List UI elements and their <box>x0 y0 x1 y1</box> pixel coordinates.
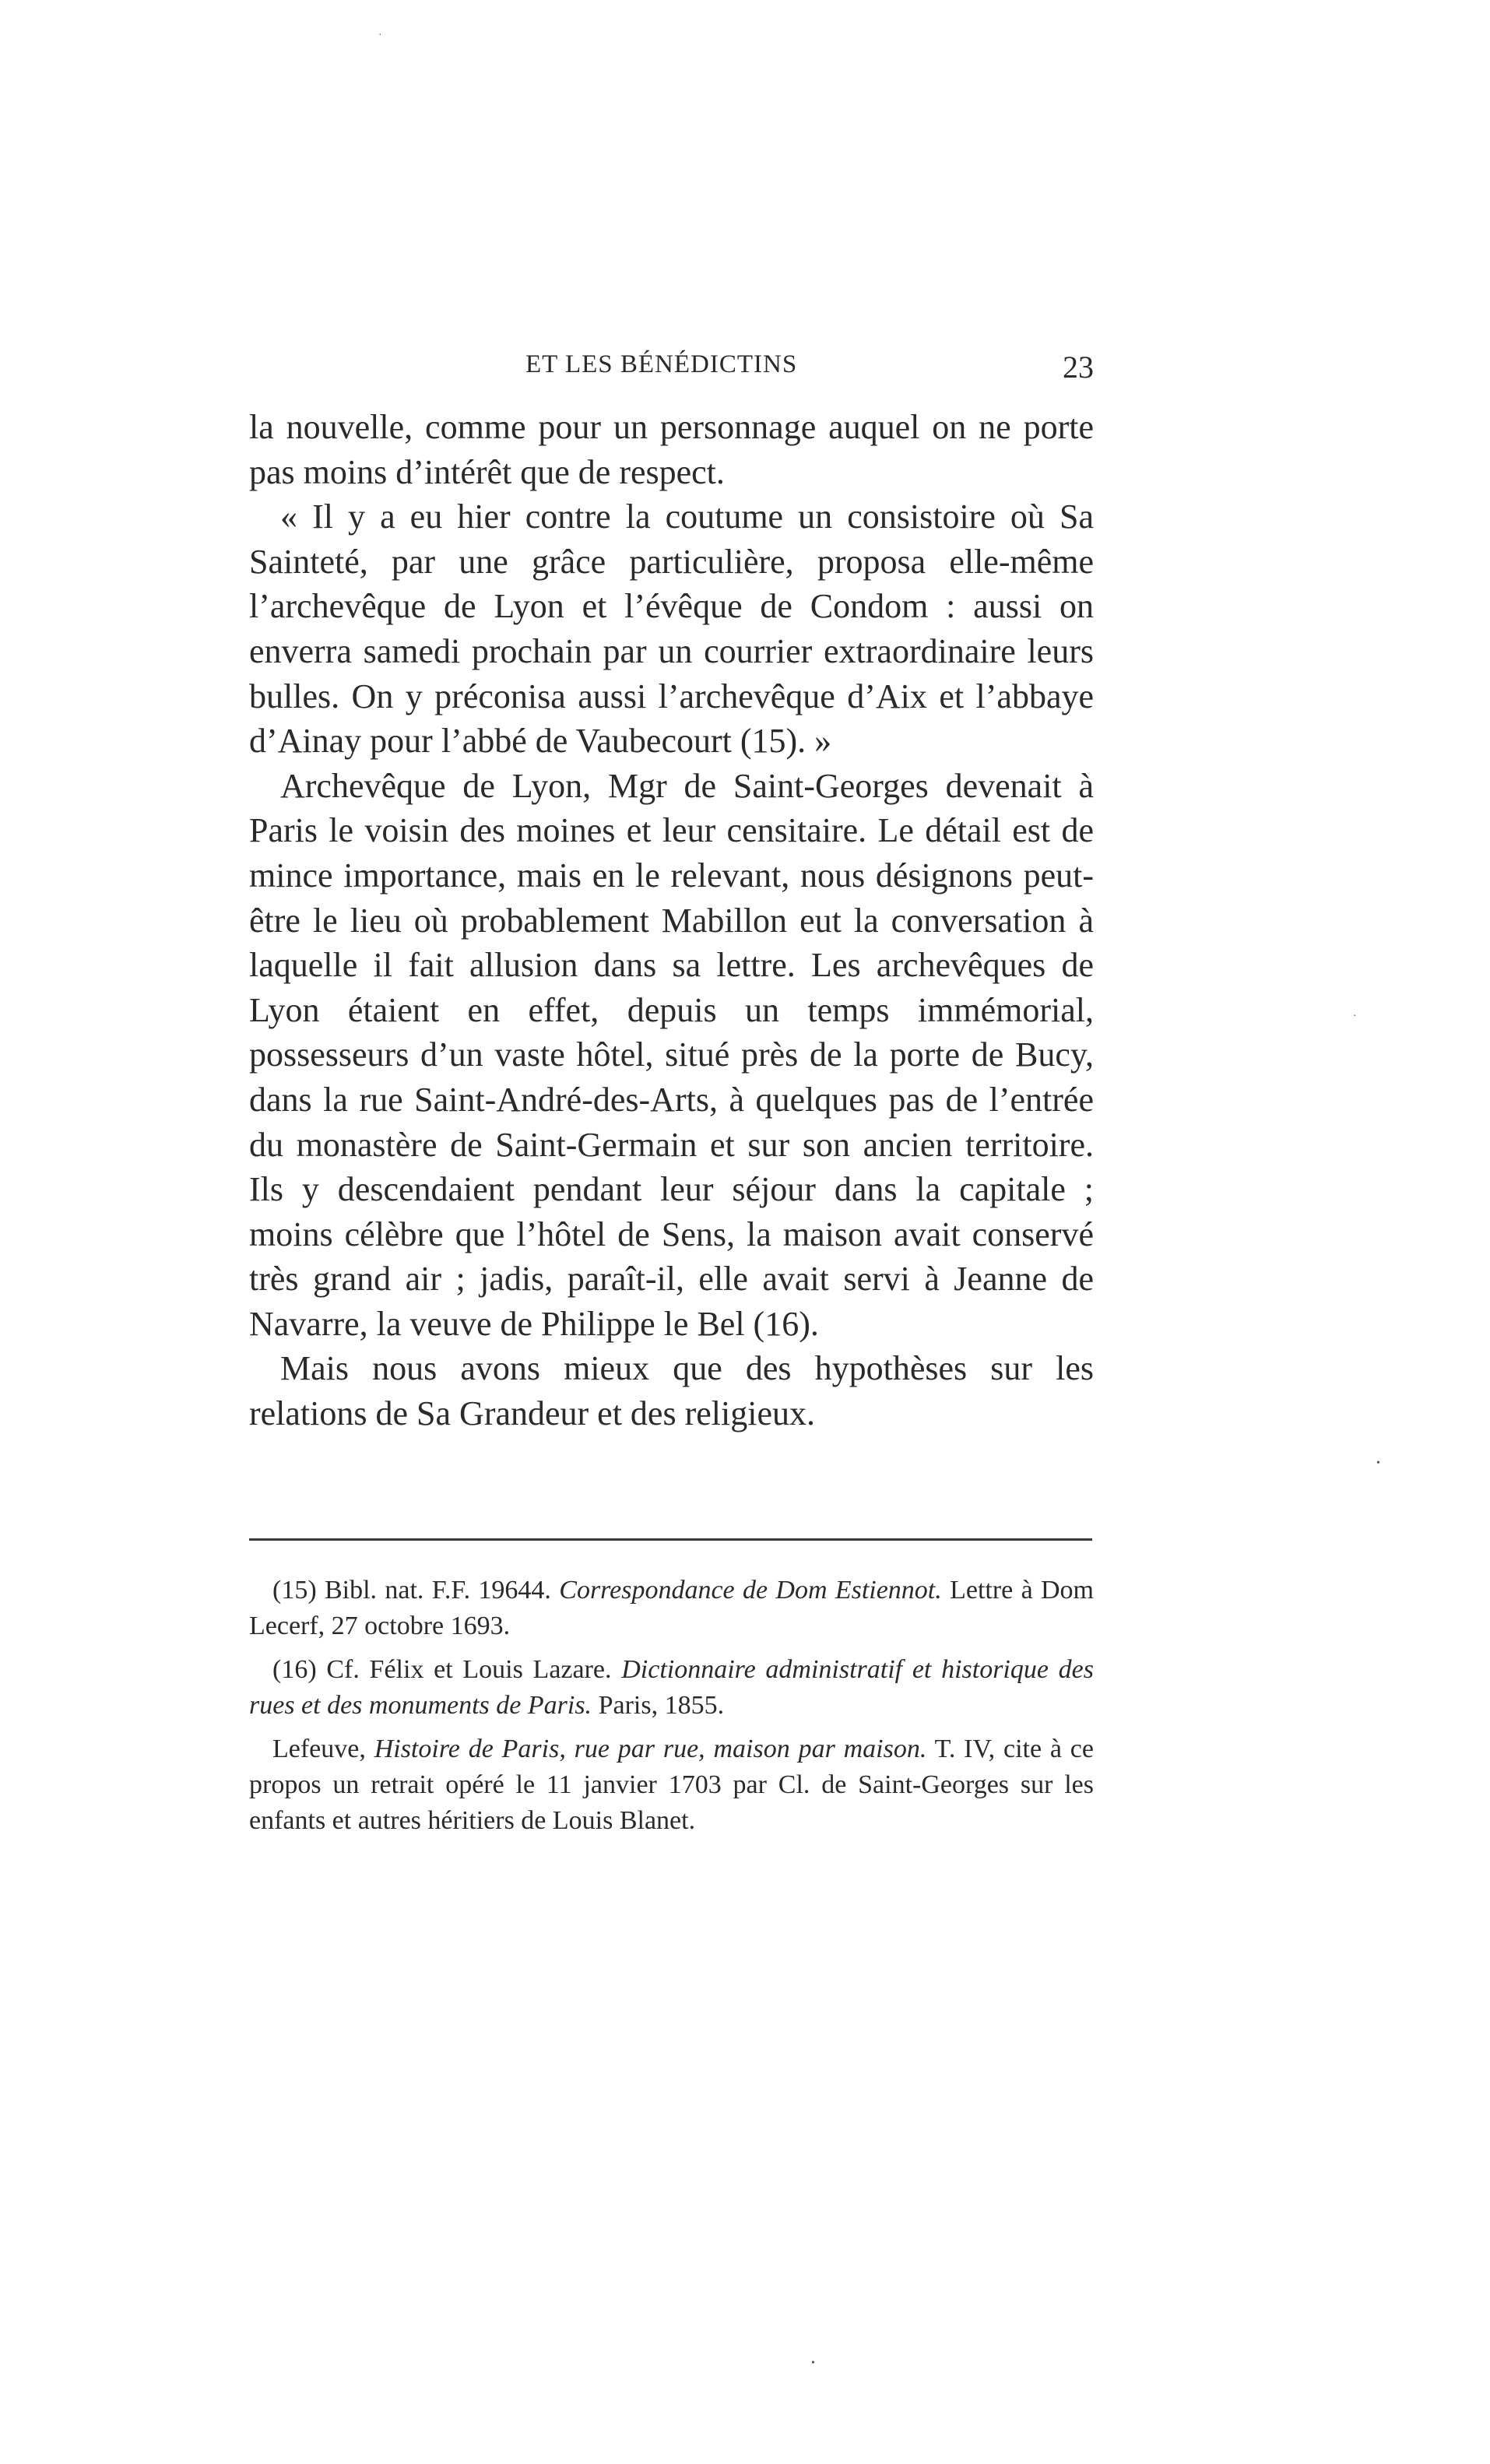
footnote-15-lead: (15) Bibl. nat. F.F. 19644. <box>272 1576 560 1605</box>
scan-speck: · <box>1353 1011 1357 1022</box>
footnote-divider <box>249 1538 1092 1541</box>
body-text <box>249 405 1094 1436</box>
scan-speck: • <box>1376 1457 1380 1469</box>
footnote-15 <box>249 1573 1094 1644</box>
footnote-16-tail: Paris, 1855. <box>592 1691 725 1720</box>
footnote-15-title: Correspondance de Dom Estiennot. <box>559 1576 942 1605</box>
scan-speck: · <box>378 30 382 41</box>
paragraph-archeveque: Archevêque de Lyon, Mgr de Saint-Georges devenait à Paris le voisin des moines et leur censitaire. Le détail est de mince importance, mais en le relevant, nous désignons peut-être le lieu où probablement Mabillon eut la conversation à laquelle il fait allusion dans sa lettre. Les archevêques de Lyon étaient en effet, depuis un temps immémorial, possesseurs d’un vaste hôtel, situé près de la porte de Bucy, dans la rue Saint-André-des-Arts, à quelques pas de l’entrée du monastère de Saint-Germain et sur son ancien territoire. Ils y descendaient pendant leur séjour dans la capitale ; moins célèbre que l’hôtel de Sens, la maison avait conservé très grand air ; jadis, paraît-il, elle avait servi à Jeanne de Navarre, la veuve de Philippe le Bel (16). <box>249 766 1094 1343</box>
paragraph-hypotheses: Mais nous avons mieux que des hypothèses sur les relations de Sa Grandeur et des religieux. <box>249 1349 1094 1433</box>
footnote-lefeuve-tail: T. IV, cite à ce propos un retrait opéré le 11 janvier 1703 par Cl. de Saint-Georges sur les enfants et autres héritiers de Louis Blanet. <box>249 1735 1094 1835</box>
footnote-16 <box>249 1652 1094 1724</box>
running-head <box>249 350 1094 397</box>
footnote-16-lead: (16) Cf. Félix et Louis Lazare. <box>272 1655 622 1684</box>
footnote-16-title: Dictionnaire administratif et historique des rues et des monuments de Paris. <box>249 1655 1095 1720</box>
paragraph-continuation: la nouvelle, comme pour un personnage auquel on ne porte pas moins d’intérêt que de respect. <box>249 408 1094 491</box>
paragraph-quotation: « Il y a eu hier contre la coutume un consistoire où Sa Sainteté, par une grâce particulière, proposa elle-même l’archevêque de Lyon et l’évêque de Condom : aussi on enverra samedi prochain par un courrier extraordinaire leurs bulles. On y préconisa aussi l’archevêque d’Aix et l’abbaye d’Ainay pour l’abbé de Vaubecourt (15). » <box>249 497 1094 761</box>
footnote-lefeuve <box>249 1731 1094 1839</box>
scan-speck: • <box>811 2357 815 2369</box>
footnote-lefeuve-title: Histoire de Paris, rue par rue, maison par maison. <box>374 1735 927 1763</box>
footnote-lefeuve-lead: Lefeuve, <box>272 1735 374 1763</box>
footnotes <box>249 1573 1094 1847</box>
running-title: ET LES BÉNÉDICTINS <box>525 350 798 378</box>
page-number: 23 <box>1063 350 1094 385</box>
footnote-15-tail: Lettre à Dom Lecerf, 27 octobre 1693. <box>249 1576 1095 1640</box>
